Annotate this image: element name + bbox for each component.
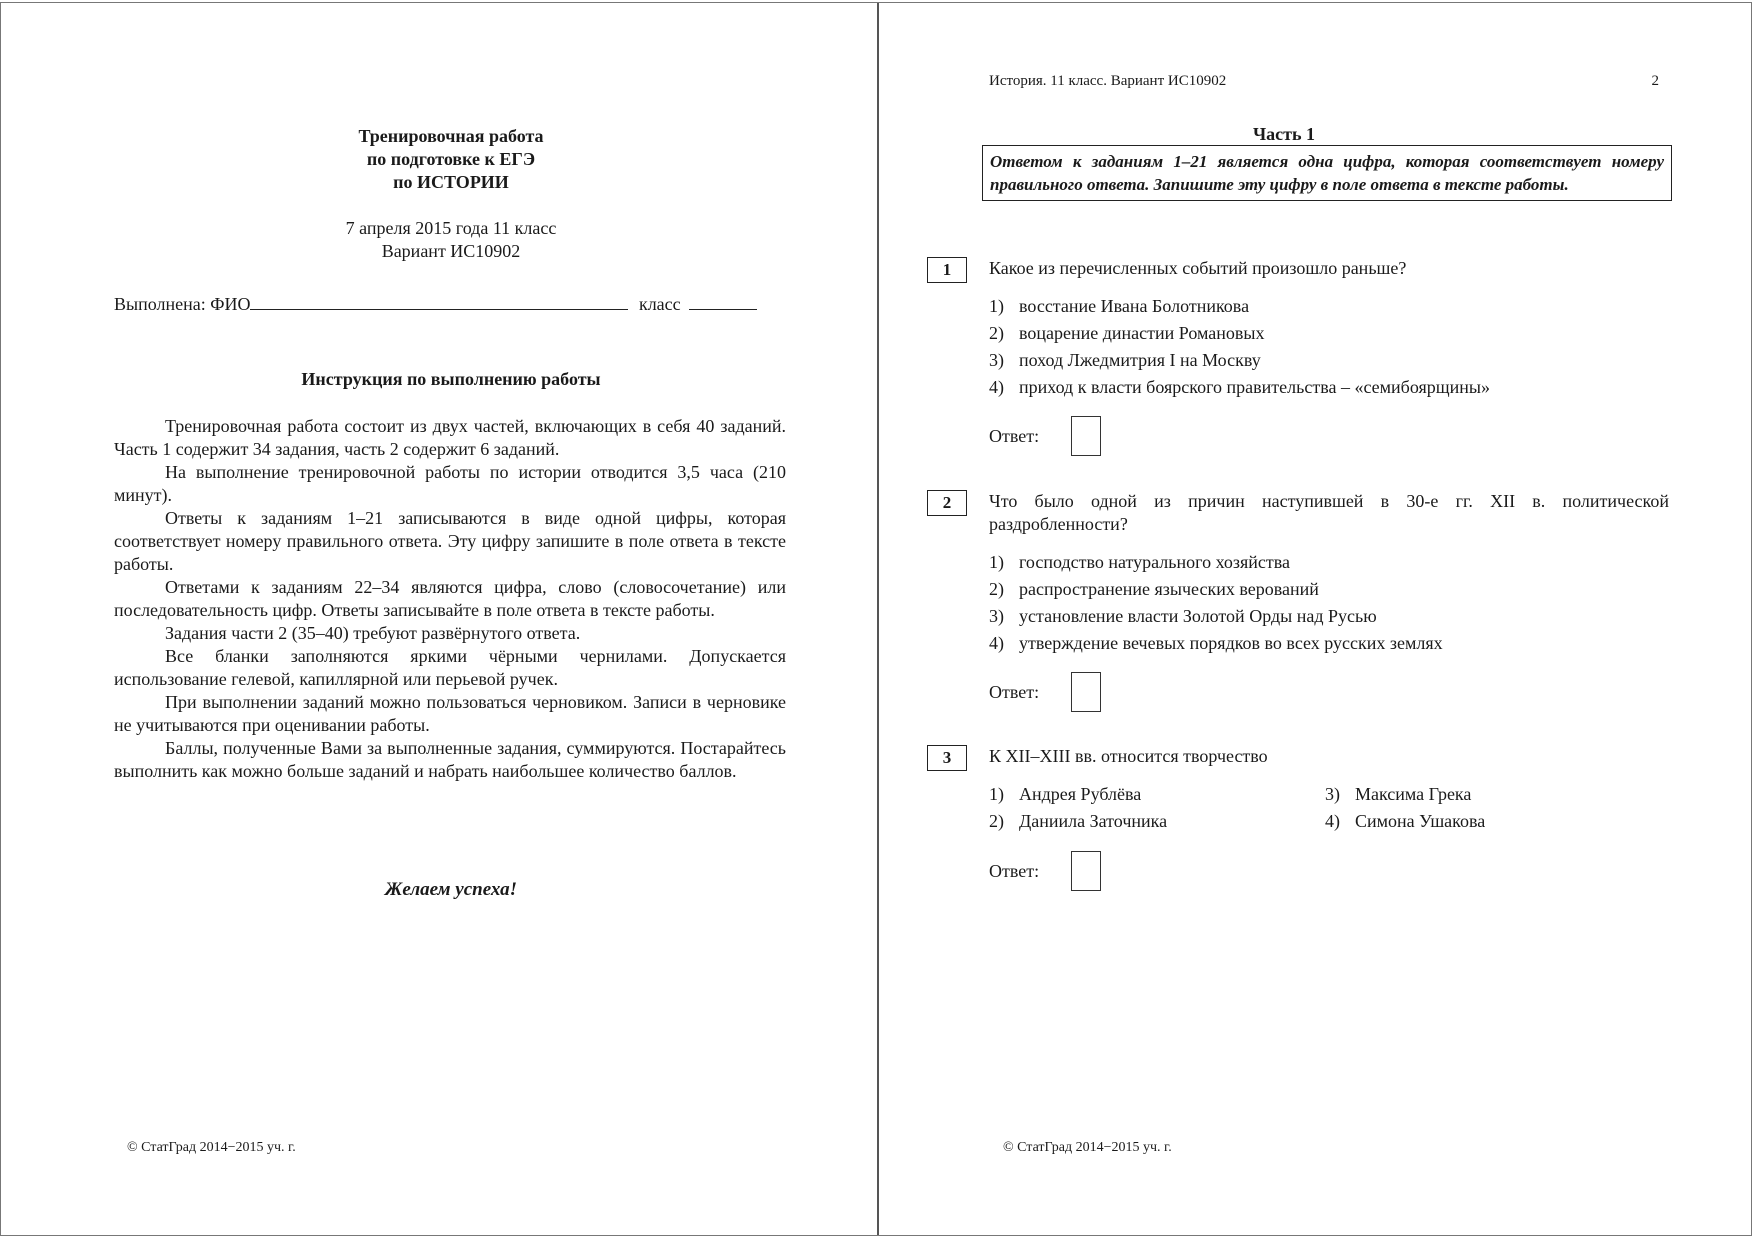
option: 2) распространение языческих верований (989, 579, 1319, 599)
option: 4) утверждение вечевых порядков во всех русских землях (989, 633, 1443, 653)
running-header (989, 73, 1659, 90)
instruction-paragraph: При выполнении заданий можно пользоваться черновиком. Записи в черновике не учитываются при оценивании работы. (114, 692, 786, 735)
task-number: 2 (927, 490, 967, 516)
date-line: 7 апреля 2015 года 11 класс (345, 218, 557, 238)
part-instruction-box: Ответом к заданиям 1–21 является одна цифра, которая соответствует номеру правильного ответа. Запишите эту цифру в поле ответа в тексте работы. (982, 145, 1672, 201)
class-field[interactable] (689, 293, 757, 310)
task-question: К XII–XIII вв. относится творчество (989, 746, 1268, 766)
running-header-text: История. 11 класс. Вариант ИС10902 (989, 73, 1227, 89)
instruction-paragraph: Баллы, полученные Вами за выполненные задания, суммируются. Постарайтесь выполнить как можно больше заданий и набрать наибольшее количество баллов. (114, 738, 786, 781)
instruction-paragraph: Задания части 2 (35–40) требуют развёрнутого ответа. (165, 623, 581, 643)
date-block (1, 217, 901, 263)
task-options (989, 293, 1669, 401)
task-question: Что было одной из причин наступившей в 30-е гг. XII в. политической раздробленности? (989, 491, 1669, 534)
answer-label: Ответ: (989, 682, 1040, 702)
part-title: Часть 1 (1252, 124, 1316, 144)
fio-line (114, 293, 757, 315)
instruction-paragraph: Все бланки заполняются яркими чёрными чернилами. Допускается использование гелевой, капиллярной или перьевой ручек. (114, 646, 786, 689)
class-label: класс (638, 294, 681, 314)
instruction-body (114, 415, 786, 783)
variant-line: Вариант ИС10902 (381, 241, 521, 261)
instruction-paragraph: Ответами к заданиям 22–34 являются цифра, слово (словосочетание) или последовательность цифр. Ответы записывайте в поле ответа в тексте работы. (114, 577, 786, 620)
instruction-paragraph: Тренировочная работа состоит из двух частей, включающих в себя 40 заданий. Часть 1 содержит 34 задания, часть 2 содержит 6 заданий. (114, 416, 786, 459)
option: 1) господство натурального хозяйства (989, 552, 1291, 572)
fio-field[interactable] (250, 293, 628, 310)
instruction-paragraph: На выполнение тренировочной работы по истории отводится 3,5 часа (210 минут). (114, 462, 786, 505)
task-options (989, 549, 1669, 657)
option: 2) Даниила Заточника (989, 811, 1168, 831)
option: 4) приход к власти боярского правительства – «семибоярщины» (989, 377, 1490, 397)
answer-box[interactable] (1071, 672, 1101, 712)
answer-label: Ответ: (989, 861, 1040, 881)
option: 1) Андрея Рублёва (989, 784, 1142, 804)
option: 4) Симона Ушакова (1325, 811, 1486, 831)
instruction-paragraph: Ответы к заданиям 1–21 записываются в виде одной цифры, которая соответствует номеру правильного ответа. Эту цифру запишите в поле ответа в тексте работы. (114, 508, 786, 574)
document-title (1, 125, 901, 194)
document-spread (0, 2, 1752, 1236)
option: 1) восстание Ивана Болотникова (989, 296, 1250, 316)
title-line: по ИСТОРИИ (393, 172, 509, 192)
title-line: Тренировочная работа (358, 126, 544, 146)
title-line: по подготовке к ЕГЭ (366, 149, 536, 169)
answer-box[interactable] (1071, 851, 1101, 891)
task-question: Какое из перечисленных событий произошло раньше? (989, 258, 1407, 278)
fio-label: Выполнена: ФИО (114, 294, 251, 314)
option: 3) установление власти Золотой Орды над Русью (989, 606, 1377, 626)
closing-wish: Желаем успеха! (384, 879, 518, 900)
option: 3) поход Лжедмитрия I на Москву (989, 350, 1261, 370)
copyright: © СтатГрад 2014−2015 уч. г. (127, 1140, 296, 1155)
copyright: © СтатГрад 2014−2015 уч. г. (1003, 1140, 1172, 1155)
option: 3) Максима Грека (1325, 784, 1472, 804)
left-page (1, 3, 877, 1235)
task-options (989, 781, 1669, 835)
answer-label: Ответ: (989, 426, 1040, 446)
page-number: 2 (1651, 73, 1659, 89)
option: 2) воцарение династии Романовых (989, 323, 1265, 343)
task-number: 1 (927, 257, 967, 283)
answer-box[interactable] (1071, 416, 1101, 456)
task-number: 3 (927, 745, 967, 771)
right-page (879, 3, 1753, 1235)
instruction-heading: Инструкция по выполнению работы (301, 369, 601, 389)
